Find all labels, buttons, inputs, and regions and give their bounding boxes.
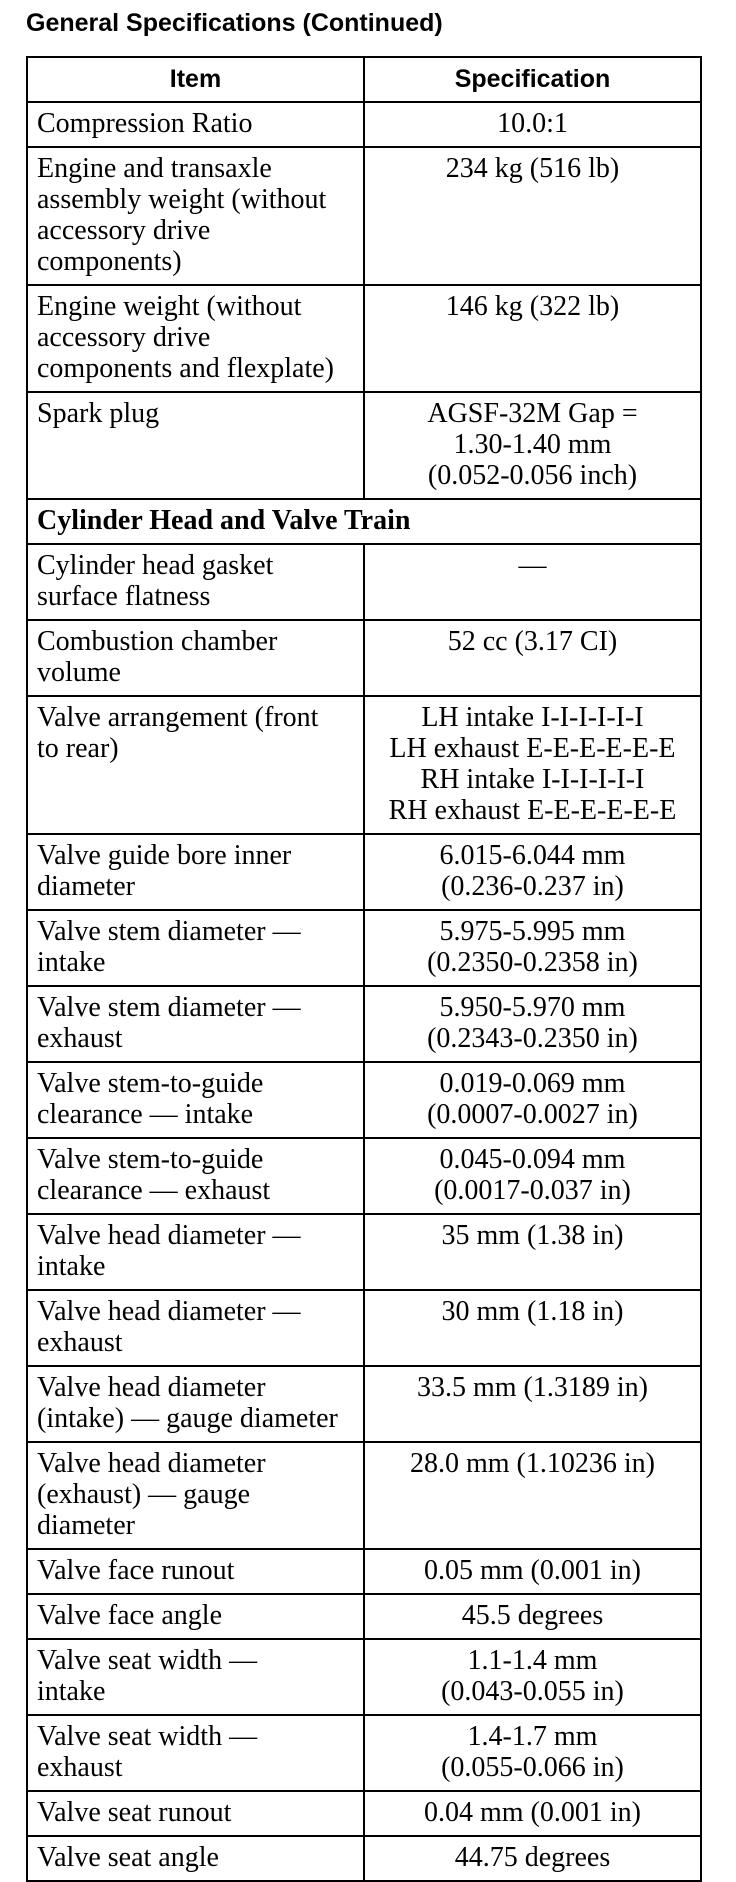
item-cell-line: Valve stem-to-guide	[37, 1144, 264, 1175]
table-row	[27, 392, 701, 499]
item-cell-line: Valve arrangement (front	[37, 702, 319, 733]
table-row	[27, 834, 701, 910]
specification-cell-line: 28.0 mm (1.10236 in)	[409, 1448, 655, 1479]
item-cell-line: components)	[37, 246, 182, 277]
specification-cell	[364, 910, 701, 986]
general-specifications-table	[26, 56, 702, 1882]
table-row	[27, 986, 701, 1062]
item-cell	[27, 696, 364, 834]
item-cell	[27, 544, 364, 620]
specification-cell-line: 5.975-5.995 mm	[439, 916, 626, 947]
item-cell	[27, 986, 364, 1062]
item-cell	[27, 1062, 364, 1138]
item-cell-line: intake	[37, 947, 106, 978]
specification-cell-line: 44.75 degrees	[454, 1842, 611, 1873]
column-header-item: Item	[27, 57, 364, 102]
specification-cell-line: 33.5 mm (1.3189 in)	[416, 1372, 648, 1403]
item-cell-line: Valve head diameter	[37, 1448, 266, 1479]
specification-cell	[364, 1214, 701, 1290]
specification-cell-line: 1.4-1.7 mm	[467, 1721, 598, 1752]
table-header-row	[27, 57, 701, 102]
item-cell	[27, 834, 364, 910]
item-cell	[27, 1715, 364, 1791]
item-cell-line: Valve seat runout	[37, 1797, 232, 1828]
specification-cell-line: 10.0:1	[497, 108, 568, 139]
specification-cell	[364, 986, 701, 1062]
specification-cell	[364, 1062, 701, 1138]
specification-cell-line: 146 kg (322 lb)	[445, 291, 620, 322]
item-cell-line: Spark plug	[37, 398, 160, 429]
specification-cell-line: 0.045-0.094 mm	[439, 1144, 626, 1175]
item-cell-line: Valve seat angle	[37, 1842, 219, 1873]
item-cell-line: accessory drive	[37, 215, 211, 246]
specification-cell-line: (0.0007-0.0027 in)	[427, 1099, 638, 1130]
table-row	[27, 910, 701, 986]
table-row	[27, 1214, 701, 1290]
table-row	[27, 1836, 701, 1881]
item-cell-line: to rear)	[37, 733, 119, 764]
table-row	[27, 696, 701, 834]
table-row	[27, 1442, 701, 1549]
specification-cell-line: RH exhaust E-E-E-E-E-E	[388, 795, 677, 826]
section-header-row	[27, 499, 701, 544]
item-cell-line: clearance — exhaust	[37, 1175, 271, 1206]
item-cell-line: Valve head diameter	[37, 1372, 266, 1403]
table-body	[27, 102, 701, 1881]
item-cell-line: Combustion chamber	[37, 626, 278, 657]
item-cell	[27, 1366, 364, 1442]
specification-cell	[364, 544, 701, 620]
table-row	[27, 1639, 701, 1715]
item-cell	[27, 1639, 364, 1715]
item-cell	[27, 1442, 364, 1549]
item-cell-line: Valve seat width —	[37, 1645, 258, 1676]
item-cell	[27, 1290, 364, 1366]
item-cell	[27, 285, 364, 392]
item-cell-line: Valve stem-to-guide	[37, 1068, 264, 1099]
item-cell-line: clearance — intake	[37, 1099, 254, 1130]
item-cell-line: Valve head diameter —	[37, 1220, 301, 1251]
specification-cell-line: (0.236-0.237 in)	[441, 871, 624, 902]
specification-cell-line: 0.019-0.069 mm	[439, 1068, 626, 1099]
item-cell-line: exhaust	[37, 1023, 123, 1054]
item-cell-line: Valve face runout	[37, 1555, 235, 1586]
specification-cell	[364, 1594, 701, 1639]
item-cell-line: intake	[37, 1251, 106, 1282]
specification-cell-line: 5.950-5.970 mm	[439, 992, 626, 1023]
specification-cell-line: 1.30-1.40 mm	[453, 429, 612, 460]
specification-cell-line: LH intake I-I-I-I-I-I	[421, 702, 644, 733]
specification-cell-line: (0.043-0.055 in)	[441, 1676, 624, 1707]
specification-cell-line: 45.5 degrees	[461, 1600, 604, 1631]
item-cell-line: diameter	[37, 1510, 135, 1541]
specification-cell-line: 35 mm (1.38 in)	[441, 1220, 624, 1251]
specification-cell	[364, 102, 701, 147]
specification-cell-line: 6.015-6.044 mm	[439, 840, 626, 871]
item-cell	[27, 1214, 364, 1290]
table-row	[27, 1715, 701, 1791]
item-cell-line: accessory drive	[37, 322, 211, 353]
specification-cell	[364, 392, 701, 499]
specification-cell	[364, 1836, 701, 1881]
table-row	[27, 544, 701, 620]
item-cell-line: exhaust	[37, 1752, 123, 1783]
item-cell	[27, 1549, 364, 1594]
item-cell-line: Cylinder head gasket	[37, 550, 274, 581]
specification-cell	[364, 1715, 701, 1791]
item-cell-line: volume	[37, 657, 121, 688]
item-cell-line: Compression Ratio	[37, 108, 253, 139]
specification-cell-line: 0.05 mm (0.001 in)	[423, 1555, 641, 1586]
table-row	[27, 1549, 701, 1594]
specification-cell	[364, 285, 701, 392]
specification-cell	[364, 834, 701, 910]
specification-cell	[364, 696, 701, 834]
table-row	[27, 1366, 701, 1442]
item-cell-line: (intake) — gauge diameter	[37, 1403, 338, 1434]
specification-cell-line: (0.2350-0.2358 in)	[427, 947, 638, 978]
item-cell-line: exhaust	[37, 1327, 123, 1358]
table-row	[27, 1062, 701, 1138]
item-cell-line: (exhaust) — gauge	[37, 1479, 251, 1510]
table-row	[27, 1290, 701, 1366]
specification-cell-line: 30 mm (1.18 in)	[441, 1296, 624, 1327]
item-cell-line: surface flatness	[37, 581, 211, 612]
section-title: Cylinder Head and Valve Train	[27, 499, 701, 544]
specification-cell	[364, 1138, 701, 1214]
specification-cell	[364, 1639, 701, 1715]
specification-cell-line: (0.2343-0.2350 in)	[427, 1023, 638, 1054]
specification-cell-line: 52 cc (3.17 CI)	[447, 626, 618, 657]
item-cell-line: diameter	[37, 871, 135, 902]
item-cell-line: Valve head diameter —	[37, 1296, 301, 1327]
specification-cell	[364, 1366, 701, 1442]
item-cell-line: Valve face angle	[37, 1600, 222, 1631]
table-row	[27, 102, 701, 147]
specification-cell-line: LH exhaust E-E-E-E-E-E	[389, 733, 676, 764]
item-cell	[27, 910, 364, 986]
specification-cell-line: 0.04 mm (0.001 in)	[423, 1797, 641, 1828]
page-title: General Specifications (Continued)	[26, 9, 443, 37]
specification-cell	[364, 1290, 701, 1366]
specification-cell-line: 234 kg (516 lb)	[445, 153, 620, 184]
specification-cell	[364, 1442, 701, 1549]
item-cell-line: Valve stem diameter —	[37, 992, 301, 1023]
table-row	[27, 1594, 701, 1639]
specification-cell-line: AGSF-32M Gap =	[427, 398, 638, 429]
table-row	[27, 1138, 701, 1214]
item-cell-line: components and flexplate)	[37, 353, 335, 384]
table-row	[27, 620, 701, 696]
specification-cell-line: (0.0017-0.037 in)	[434, 1175, 631, 1206]
specification-cell	[364, 620, 701, 696]
specification-cell-line: 1.1-1.4 mm	[467, 1645, 598, 1676]
item-cell-line: Valve guide bore inner	[37, 840, 292, 871]
item-cell-line: Valve stem diameter —	[37, 916, 301, 947]
item-cell-line: Valve seat width —	[37, 1721, 258, 1752]
item-cell-line: Engine weight (without	[37, 291, 302, 322]
table-row	[27, 147, 701, 285]
item-cell-line: assembly weight (without	[37, 184, 327, 215]
item-cell	[27, 147, 364, 285]
specification-cell	[364, 1791, 701, 1836]
item-cell-line: Engine and transaxle	[37, 153, 272, 184]
specification-cell-line: RH intake I-I-I-I-I-I	[420, 764, 645, 795]
item-cell	[27, 1138, 364, 1214]
item-cell-line: intake	[37, 1676, 106, 1707]
table-row	[27, 285, 701, 392]
specification-cell	[364, 147, 701, 285]
specification-cell-line: —	[518, 550, 547, 581]
item-cell	[27, 1836, 364, 1881]
table-row	[27, 1791, 701, 1836]
item-cell	[27, 1594, 364, 1639]
specification-cell-line: (0.055-0.066 in)	[441, 1752, 624, 1783]
item-cell	[27, 1791, 364, 1836]
item-cell	[27, 102, 364, 147]
specification-cell-line: (0.052-0.056 inch)	[427, 460, 638, 491]
item-cell	[27, 620, 364, 696]
specification-cell	[364, 1549, 701, 1594]
column-header-specification: Specification	[364, 57, 701, 102]
item-cell	[27, 392, 364, 499]
